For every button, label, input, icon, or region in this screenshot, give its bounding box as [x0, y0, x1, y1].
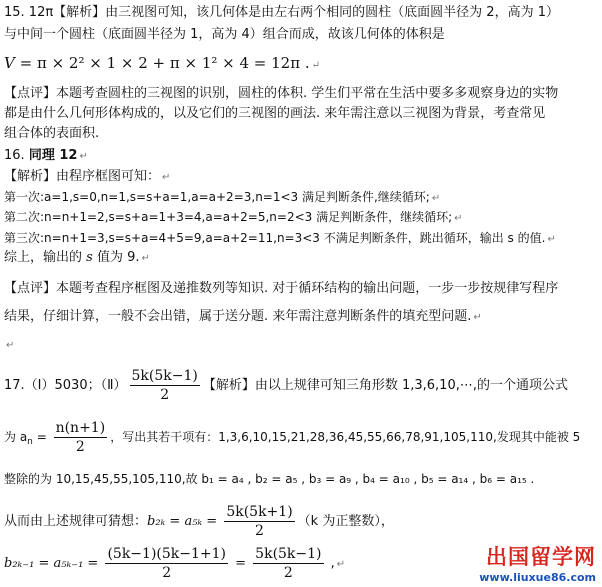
fraction-denominator: 2	[160, 387, 170, 403]
text-16-step1: 第一次:a=1,s=0,n=1,s=s+a=1,a=a+2=3,n=1<3 满足判断条件,继续循环;	[4, 190, 430, 204]
subscript-n: n	[27, 437, 33, 447]
text-17-analysis: 【解析】由以上规律可知三角形数 1,3,6,10,⋯,的一个通项公式	[202, 378, 568, 393]
text-17-e-suffix: ,	[326, 556, 335, 571]
text-17-answers: 17.（Ⅰ）5030；（Ⅱ）	[4, 378, 127, 393]
fraction-denominator: 2	[162, 565, 172, 581]
text-17-b-prefix: 为 a	[4, 430, 28, 444]
return-mark: ↵	[431, 193, 441, 204]
return-mark: ↵	[454, 213, 463, 224]
text-review-15-a: 【点评】本题考查圆柱的三视图的识别，圆柱的体积. 学生们平常在生活中要多多观察身边的实物	[4, 86, 559, 101]
line-16-summary	[4, 249, 150, 268]
volume-formula: = π × 2² × 1 × 2 + π × 1² × 4 = 12π .	[14, 54, 310, 72]
fraction-numerator: n(n+1)	[55, 420, 106, 436]
text-17-b-terms: ，写出其若干项有：1,3,6,10,15,21,28,36,45,55,66,78,91,105,110,发现其中能被 5	[110, 430, 581, 444]
line-17-e	[4, 542, 345, 587]
return-mark: ↵	[6, 340, 15, 351]
text-review-15-c: 组合体的表面积.	[4, 126, 100, 141]
watermark-url: www.liuxue86.com	[479, 571, 596, 584]
line-16-step2	[4, 208, 463, 228]
line-review-15-c	[4, 125, 99, 143]
line-16-step1	[4, 188, 440, 208]
line-review-16-a	[4, 280, 558, 298]
equals-sign: =	[231, 556, 251, 571]
line-16-analysis	[4, 168, 170, 187]
line-15-a	[4, 4, 559, 22]
line-17-a	[4, 364, 568, 408]
watermark-title: 出国留学网	[486, 545, 596, 569]
text-15-a: 15. 12π【解析】由三视图可知，该几何体是由左右两个相同的圆柱（底面圆半径为 2，高为 1）	[4, 5, 559, 20]
text-review-15-b: 都是由什么几何形体构成的，以及它们的三视图的画法. 来年需注意以三视图为背景，考查常见	[4, 106, 546, 121]
line-16-title	[4, 147, 88, 166]
return-mark: ↵	[162, 172, 171, 183]
line-15-formula	[4, 54, 320, 75]
line-blank	[4, 336, 14, 355]
line-17-b	[4, 415, 580, 464]
return-mark: ↵	[141, 253, 150, 264]
fraction-17-odd-a	[105, 545, 228, 582]
text-17-d-prefix: 从而由上述规律可猜想：	[4, 514, 148, 529]
fraction-numerator: 5k(5k−1)	[255, 546, 322, 562]
line-17-d	[4, 500, 394, 544]
fraction-17-odd-b	[253, 545, 323, 582]
text-review-16-a: 【点评】本题考查程序框图及递推数列等知识. 对于循环结构的输出问题，一步一步按规律写程序	[4, 281, 559, 296]
return-mark: ↵	[79, 151, 88, 162]
volume-symbol: V	[4, 54, 15, 72]
line-15-b	[4, 26, 445, 44]
text-16-step3: 第三次:n=n+1=3,s=s+a=4+5=9,a=a+2=11,n=3<3 不满足判断条件，跳出循环，输出 s 的值.	[4, 231, 546, 245]
line-17-c	[4, 470, 534, 488]
text-17-c: 整除的为 10,15,45,55,105,110,故 b₁ = a₄ , b₂ = a₅ , b₃ = a₉ , b₄ = a₁₀ , b₅ = a₁₄ , b₆ = a₁₅ .	[4, 472, 535, 486]
formula-b2k-1: b₂ₖ₋₁ = a₅ₖ₋₁ =	[4, 556, 103, 571]
question-number-16: 16.	[4, 148, 25, 163]
text-17-b-eq: =	[32, 430, 51, 444]
answer-16: 同理 12	[28, 148, 78, 163]
text-15-b: 与中间一个圆柱（底面圆半径为 1，高为 4）组合而成，故该几何体的体积是	[4, 27, 445, 42]
fraction-denominator: 2	[283, 565, 293, 581]
fraction-17-triangle	[54, 419, 108, 456]
line-review-15-b	[4, 105, 545, 123]
fraction-numerator: 5k(5k+1)	[226, 504, 293, 520]
fraction-17-general	[130, 367, 200, 404]
return-mark: ↵	[473, 312, 482, 323]
text-16-analysis: 【解析】由程序框图可知：	[4, 169, 161, 184]
variable-s: s	[86, 250, 93, 265]
formula-b2k: b₂ₖ = a₅ₖ =	[147, 514, 222, 529]
text-16-summary-b: 值为 9.	[92, 250, 140, 265]
line-review-16-b	[4, 308, 482, 327]
fraction-denominator: 2	[255, 523, 264, 539]
return-mark: ↵	[547, 234, 556, 245]
fraction-17-even	[224, 503, 294, 540]
fraction-numerator: (5k−1)(5k−1+1)	[107, 546, 226, 562]
return-mark: ↵	[311, 60, 321, 71]
fraction-numerator: 5k(5k−1)	[131, 368, 198, 384]
watermark-logo	[479, 541, 596, 584]
text-17-d-suffix: （k 为正整数），	[297, 514, 394, 529]
fraction-denominator: 2	[75, 439, 85, 455]
text-review-16-b: 结果，仔细计算，一般不会出错，属于送分题. 来年需注意判断条件的填充型问题.	[4, 309, 472, 324]
text-16-summary-a: 综上，输出的	[4, 250, 87, 265]
line-review-15-a	[4, 85, 558, 103]
line-16-step3	[4, 229, 556, 249]
text-16-step2: 第二次:n=n+1=2,s=s+a=1+3=4,a=a+2=5,n=2<3 满足判断条件，继续循环;	[4, 210, 453, 224]
return-mark: ↵	[336, 559, 346, 570]
